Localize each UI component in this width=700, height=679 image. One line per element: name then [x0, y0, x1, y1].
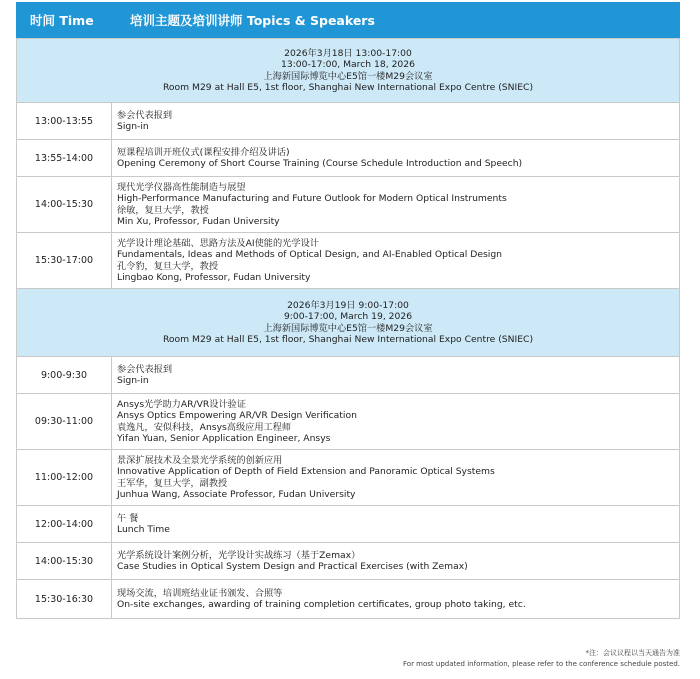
session-title-en: Opening Ceremony of Short Course Training (Course Schedule Introduction and Speech)	[117, 158, 523, 169]
session-title-en: Sign-in	[117, 121, 149, 132]
day1-date-cn: 2026年3月18日 13:00-17:00	[284, 47, 412, 59]
session-title-cn: 参会代表报到	[117, 109, 173, 121]
session-time: 14:00-15:30	[17, 543, 112, 579]
session-content	[112, 506, 170, 542]
table-row	[16, 103, 680, 140]
table-row	[16, 580, 680, 619]
session-title-en: Ansys Optics Empowering AR/VR Design Verification	[117, 410, 357, 422]
table-row	[16, 394, 680, 450]
session-content	[112, 357, 172, 393]
day2-banner	[16, 289, 680, 357]
session-content	[112, 177, 507, 232]
session-title-en: On-site exchanges, awarding of training completion certificates, group photo taking, etc.	[117, 599, 526, 610]
day2-venue-cn: 上海新国际博览中心E5馆一楼M29会议室	[263, 322, 433, 334]
day2-date-en: 9:00-17:00, March 19, 2026	[283, 311, 413, 322]
footnote-cn: *注：会议议程以当天通告为准	[585, 649, 680, 657]
schedule-table	[16, 38, 680, 619]
session-title-cn: 现场交流，培训班结业证书颁发、合照等	[117, 587, 283, 599]
session-content	[112, 140, 522, 176]
speaker-en: Yifan Yuan, Senior Application Engineer, Ansys	[117, 432, 331, 444]
session-title-en: Fundamentals, Ideas and Methods of Optical Design, and AI-Enabled Optical Design	[117, 249, 502, 261]
speaker-cn: 徐敏，复旦大学，教授	[117, 204, 209, 216]
table-row	[16, 357, 680, 394]
table-row	[16, 506, 680, 543]
session-content	[112, 543, 468, 579]
session-time: 15:30-17:00	[17, 233, 112, 288]
session-title-cn: 短课程培训开班仪式(课程安排介绍及讲话)	[117, 146, 290, 158]
speaker-en: Junhua Wang, Associate Professor, Fudan University	[117, 488, 356, 500]
session-title-en: Case Studies in Optical System Design and Practical Exercises (with Zemax)	[117, 561, 468, 572]
speaker-en: Lingbao Kong, Professor, Fudan University	[117, 271, 311, 283]
table-row	[16, 233, 680, 289]
session-time: 13:55-14:00	[17, 140, 112, 176]
session-time: 15:30-16:30	[17, 580, 112, 618]
table-row	[16, 140, 680, 177]
day2-date-cn: 2026年3月19日 9:00-17:00	[287, 299, 409, 311]
session-content	[112, 450, 495, 505]
session-title-en: Lunch Time	[117, 524, 170, 535]
footnote-en: For most updated information, please refer to the conference schedule posted.	[403, 660, 680, 668]
session-title-cn: 景深扩展技术及全景光学系统的创新应用	[117, 455, 283, 467]
session-content	[112, 233, 502, 288]
table-row	[16, 543, 680, 580]
day1-date-en: 13:00-17:00, March 18, 2026	[281, 59, 415, 70]
session-title-cn: 光学系统设计案例分析，光学设计实战练习（基于Zemax）	[117, 549, 361, 561]
session-time: 13:00-13:55	[17, 103, 112, 139]
day1-venue-cn: 上海新国际博览中心E5馆一楼M29会议室	[263, 70, 433, 82]
session-time: 11:00-12:00	[17, 450, 112, 505]
session-content	[112, 394, 357, 449]
session-title-cn: 参会代表报到	[117, 363, 173, 375]
day1-venue-en: Room M29 at Hall E5, 1st floor, Shanghai New International Expo Centre (SNIEC)	[162, 82, 534, 93]
session-title-cn: 午 餐	[117, 512, 139, 524]
session-time: 9:00-9:30	[17, 357, 112, 393]
session-content	[112, 103, 172, 139]
speaker-en: Min Xu, Professor, Fudan University	[117, 215, 280, 227]
table-row	[16, 177, 680, 233]
table-header	[16, 2, 680, 38]
session-title-cn: 光学设计理论基础、思路方法及AI使能的光学设计	[117, 238, 319, 250]
day2-venue-en: Room M29 at Hall E5, 1st floor, Shanghai New International Expo Centre (SNIEC)	[162, 334, 534, 345]
session-title-cn: 现代光学仪器高性能制造与展望	[117, 182, 246, 194]
session-time: 09:30-11:00	[17, 394, 112, 449]
speaker-cn: 孔令豹，复旦大学，教授	[117, 260, 219, 272]
header-time: 时间 Time	[30, 13, 94, 28]
session-title-en: Sign-in	[117, 375, 149, 386]
speaker-cn: 王军华，复旦大学，副教授	[117, 477, 228, 489]
session-title-en: High-Performance Manufacturing and Future Outlook for Modern Optical Instruments	[117, 193, 507, 205]
speaker-cn: 袁逸凡，安似科技，Ansys高级应用工程师	[117, 421, 292, 433]
session-title-en: Innovative Application of Depth of Field Extension and Panoramic Optical Systems	[117, 466, 495, 478]
header-topics: 培训主题及培训讲师 Topics & Speakers	[130, 13, 375, 28]
session-title-cn: Ansys光学助力AR/VR设计验证	[117, 399, 247, 411]
table-row	[16, 450, 680, 506]
session-time: 14:00-15:30	[17, 177, 112, 232]
session-content	[112, 580, 526, 618]
session-time: 12:00-14:00	[17, 506, 112, 542]
day1-banner	[16, 39, 680, 103]
